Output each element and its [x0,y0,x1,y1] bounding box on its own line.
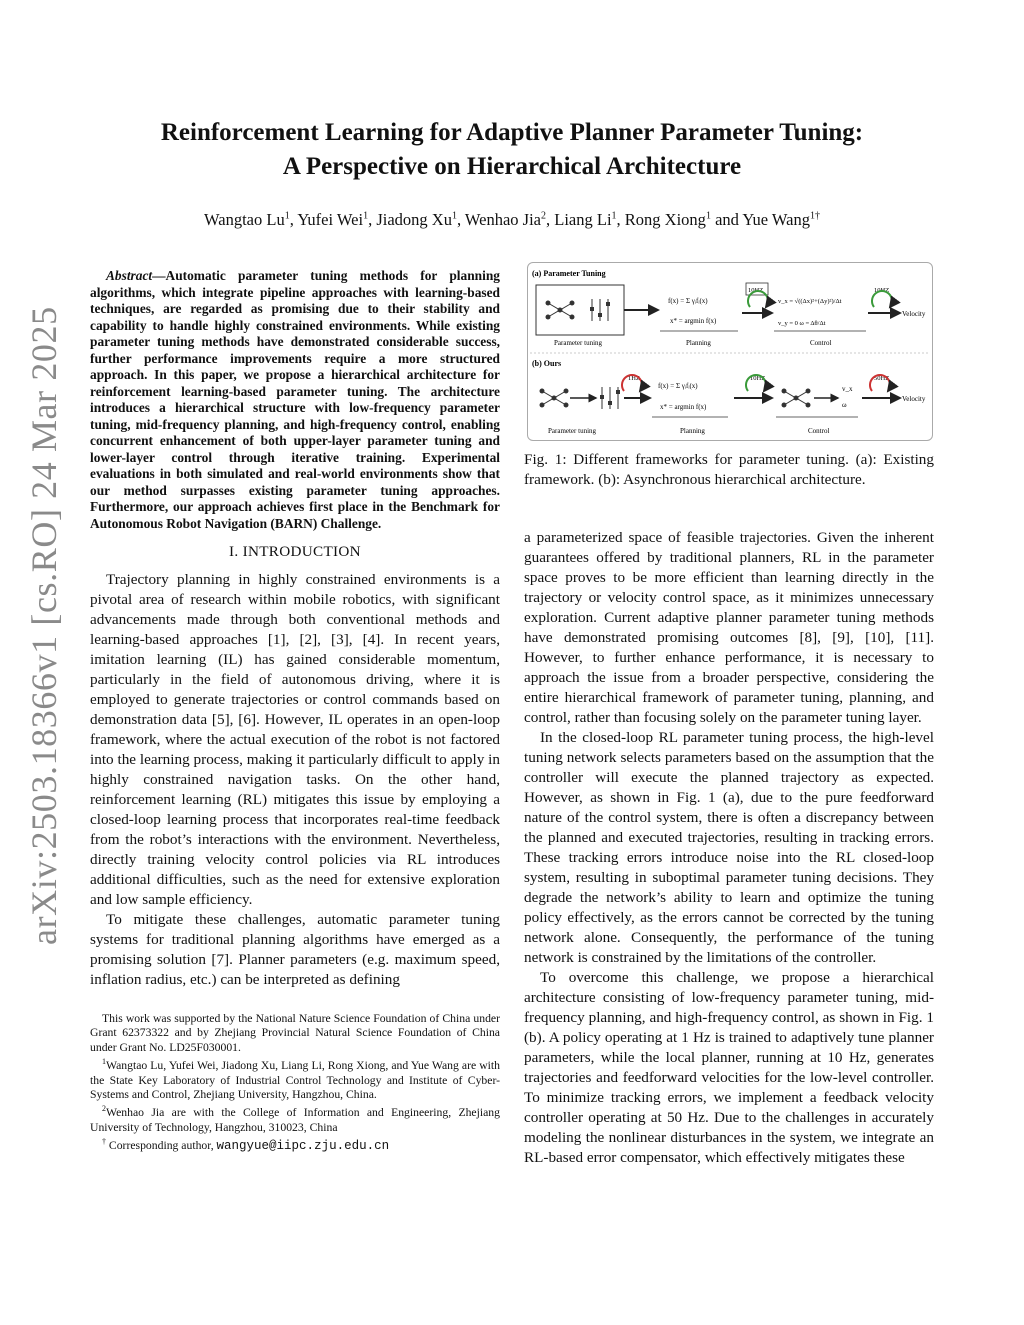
author-list: Wangtao Lu$^1$, Yufei Wei$^1$, Jiadong Xu$^1$, Wenhao Jia$^2$, Liang Li$^1$, Rong Xiong$^1$ and Yue Wang$^{1\dagger}$ [204,210,820,229]
frequency-label: 10HZ [748,287,764,294]
argmin-equation: x* = argmin f(x) [660,403,707,411]
angular-velocity-equation: v_y = 0 ω = Δθ/Δt [778,320,826,327]
frequency-label: 10HZ [874,287,890,294]
argmin-equation: x* = argmin f(x) [670,317,717,325]
author-affiliation: 1 [363,210,369,222]
footnote-mark: 1 [102,1057,106,1067]
author: Jiadong Xu [376,210,452,229]
title-line-2: A Perspective on Hierarchical Architecture [282,153,742,180]
footnote-affiliation-2-text: Wenhao Jia are with the College of Information and Engineering, Zhejiang University of Technology, Hangzhou, 310023, China [90,1106,500,1134]
corresponding-email[interactable]: wangyue@iipc.zju.edu.cn [216,1138,390,1153]
figure-1 [527,262,933,441]
footnote-corresponding-text: Corresponding author, [106,1138,217,1152]
footnote-mark: † [102,1137,106,1147]
panel-b-vx: v_x [842,385,853,393]
frequency-label: 1HZ [628,375,640,382]
author-affiliation: 1 [611,210,617,222]
frequency-label: 10HZ [750,375,766,382]
author-affiliation: 1 [705,210,711,222]
intro-paragraph-1: Trajectory planning in highly constrained environments is a pivotal area of research within mobile robotics, with significant advancements made through both conventional methods and learning-based approaches [1], [2], [3], [4]. In recent years, imitation learning (IL) has gained considerable momentum, particularly in the field of autonomous driving, where it is employed to generate trajectories or control commands based on demonstration data [5], [6]. However, IL operates in an open-loop framework, where the actual execution of the robot is not factored into the learning process, making it particularly difficult to apply in highly constrained navigation tasks. On the other hand, reinforcement learning (RL) mitigates this issue by employing a closed-loop learning process that incorporates real-time feedback from the robot’s interactions with the environment. Nevertheless, directly training velocity control policies via RL introduces additional difficulties, such as the need for extensive exploration and low sample efficiency. [90,571,500,908]
panel-b-planning-caption: Planning [680,427,705,435]
footnotes [90,1012,500,1153]
author-affiliation: 1 [284,210,290,222]
figure-1-diagram [528,263,932,440]
network-icon [782,389,811,408]
intro-paragraph-2: To mitigate these challenges, automatic parameter tuning systems for traditional planning algorithms have emerged as a promising solution [7]. Planner parameters (e.g. maximum speed, inflation radius, etc.) can be interpreted as defining [90,911,500,988]
footnote-affiliation-2 [90,1102,500,1135]
body-paragraph: To overcome this challenge, we propose a hierarchical architecture consisting of low-frequency parameter tuning, mid-frequency planning, and high-frequency control, as shown in Fig. 1 (b). A policy operating at 1 Hz is trained to adaptively tune planner parameters, while the local planner, running at 10 Hz, generates trajectories and feedforward velocities for the low-level controller. To minimize tracking errors, we implement a feedback velocity controller operating at 50 Hz. Due to the challenges in accurately modeling the nonlinear disturbances in the system, we integrate an RL-based error compensator, which effectively mitigates these [524,969,934,1166]
author: Wangtao Lu [204,210,285,229]
figure-1-caption: Fig. 1: Different frameworks for parameter tuning. (a): Existing framework. (b): Asynchronous hierarchical architecture. [524,451,934,488]
author: Wenhao Jia [464,210,542,229]
objective-equation: f(x) = Σ γᵢfᵢ(x) [668,297,708,305]
left-column [90,268,500,1153]
author: Yue Wang [742,210,810,229]
velocity-equation: v_x = √((Δx)²+(Δy)²)/Δt [778,298,842,305]
author-affiliation: 1† [809,210,820,222]
right-column [524,528,934,1168]
sliders-icon [600,387,620,409]
paper-title [80,116,944,184]
panel-a-output: Velocity [902,310,926,318]
abstract-text: —Automatic parameter tuning methods for planning algorithms, which integrate pipeline approaches with learning-based techniques, are regarded as promising due to their stability and capability to handle highly constrained environments. While existing parameter tuning methods have demonstrated considerable success, further performance improvements require a more structured approach. In this paper, we propose a hierarchical architecture for reinforcement learning-based parameter tuning. The architecture introduces a hierarchical structure with low-frequency parameter tuning, mid-frequency planning, and high-frequency control, enabling concurrent enhancement of both upper-layer parameter tuning and lower-layer control through iterative training. Experimental evaluations in both simulated and real-world environments show that our method surpasses existing parameter tuning approaches. Furthermore, our approach achieves first place in the Benchmark for Autonomous Robot Navigation (BARN) Challenge. [90,268,500,531]
abstract [90,268,500,532]
author-affiliation: 1 [451,210,457,222]
panel-a-tuning-caption: Parameter tuning [554,339,603,347]
title-line-1: Reinforcement Learning for Adaptive Planner Parameter Tuning: [160,119,864,146]
section-heading-introduction: I. INTRODUCTION [229,543,361,560]
panel-b-label: (b) Ours [532,359,562,368]
body-paragraph: In the closed-loop RL parameter tuning process, the high-level tuning network selects parameters based on the assumption that the controller will execute the planned trajectory as expected. However, as shown in Fig. 1 (a), due to the pure feedforward nature of the control system, there is often a discrepancy between the planned and executed trajectories, resulting in tracking errors. These tracking errors introduce noise into the RL closed-loop system, resulting in suboptimal parameter tuning decisions. They degrade the network’s ability to learn and optimize the tuning policy effectively, as the errors cannot be corrected by the tuning network alone. Consequently, the performance of the tuning network is constrained by the limitations of the controller. [524,729,934,966]
footnote-mark: 2 [102,1104,106,1114]
author: Rong Xiong [624,210,706,229]
panel-b-omega: ω [842,401,847,409]
panel-a-control-caption: Control [810,339,832,347]
author: Liang Li [554,210,612,229]
footnote-affiliation-1-text: Wangtao Lu, Yufei Wei, Jiadong Xu, Liang Li, Rong Xiong, and Yue Wang are with the State Key Laboratory of Industrial Control Technology and Institute of Cyber-Systems and Control, Zhejiang University, Hangzhou, China. [90,1059,500,1101]
panel-a-tuning-box [536,285,624,335]
network-icon [540,389,569,408]
author-affiliation: 2 [541,210,547,222]
frequency-label: 50HZ [874,375,890,382]
panel-b-tuning-caption: Parameter tuning [548,427,597,435]
panel-a-label: (a) Parameter Tuning [532,269,606,278]
arxiv-identifier: arXiv:2503.18366v1 [cs.RO] 24 Mar 2025 [24,306,64,945]
footnote-affiliation-1 [90,1055,500,1102]
panel-b-control-caption: Control [808,427,830,435]
panel-b-output: Velocity [902,395,926,403]
sliders-icon [590,299,610,321]
objective-equation: f(x) = Σ γᵢfᵢ(x) [658,382,698,390]
author: Yufei Wei [297,210,364,229]
panel-a-planning-caption: Planning [686,339,711,347]
footnote-funding: This work was supported by the National Nature Science Foundation of China under Grant 62373322 and by Zhejiang Provincial Natural Science Foundation of China under Grant No. LD25F030001. [90,1012,500,1054]
abstract-label: Abstract [106,268,153,283]
footnote-corresponding [90,1135,500,1153]
body-paragraph: a parameterized space of feasible trajectories. Given the inherent guarantees offered by traditional planners, RL in the parameter space proves to be more efficient than learning directly in the trajectory or velocity control space, as it minimizes unnecessary exploration. Current adaptive planner parameter tuning methods have demonstrated promising outcomes [8], [9], [10], [11]. However, to further enhance performance, it is necessary to approach the issue from a broader perspective, considering the entire hierarchical framework of parameter tuning, planning, and control, rather than focusing solely on the parameter tuning layer. [524,529,934,726]
network-icon [546,301,575,320]
